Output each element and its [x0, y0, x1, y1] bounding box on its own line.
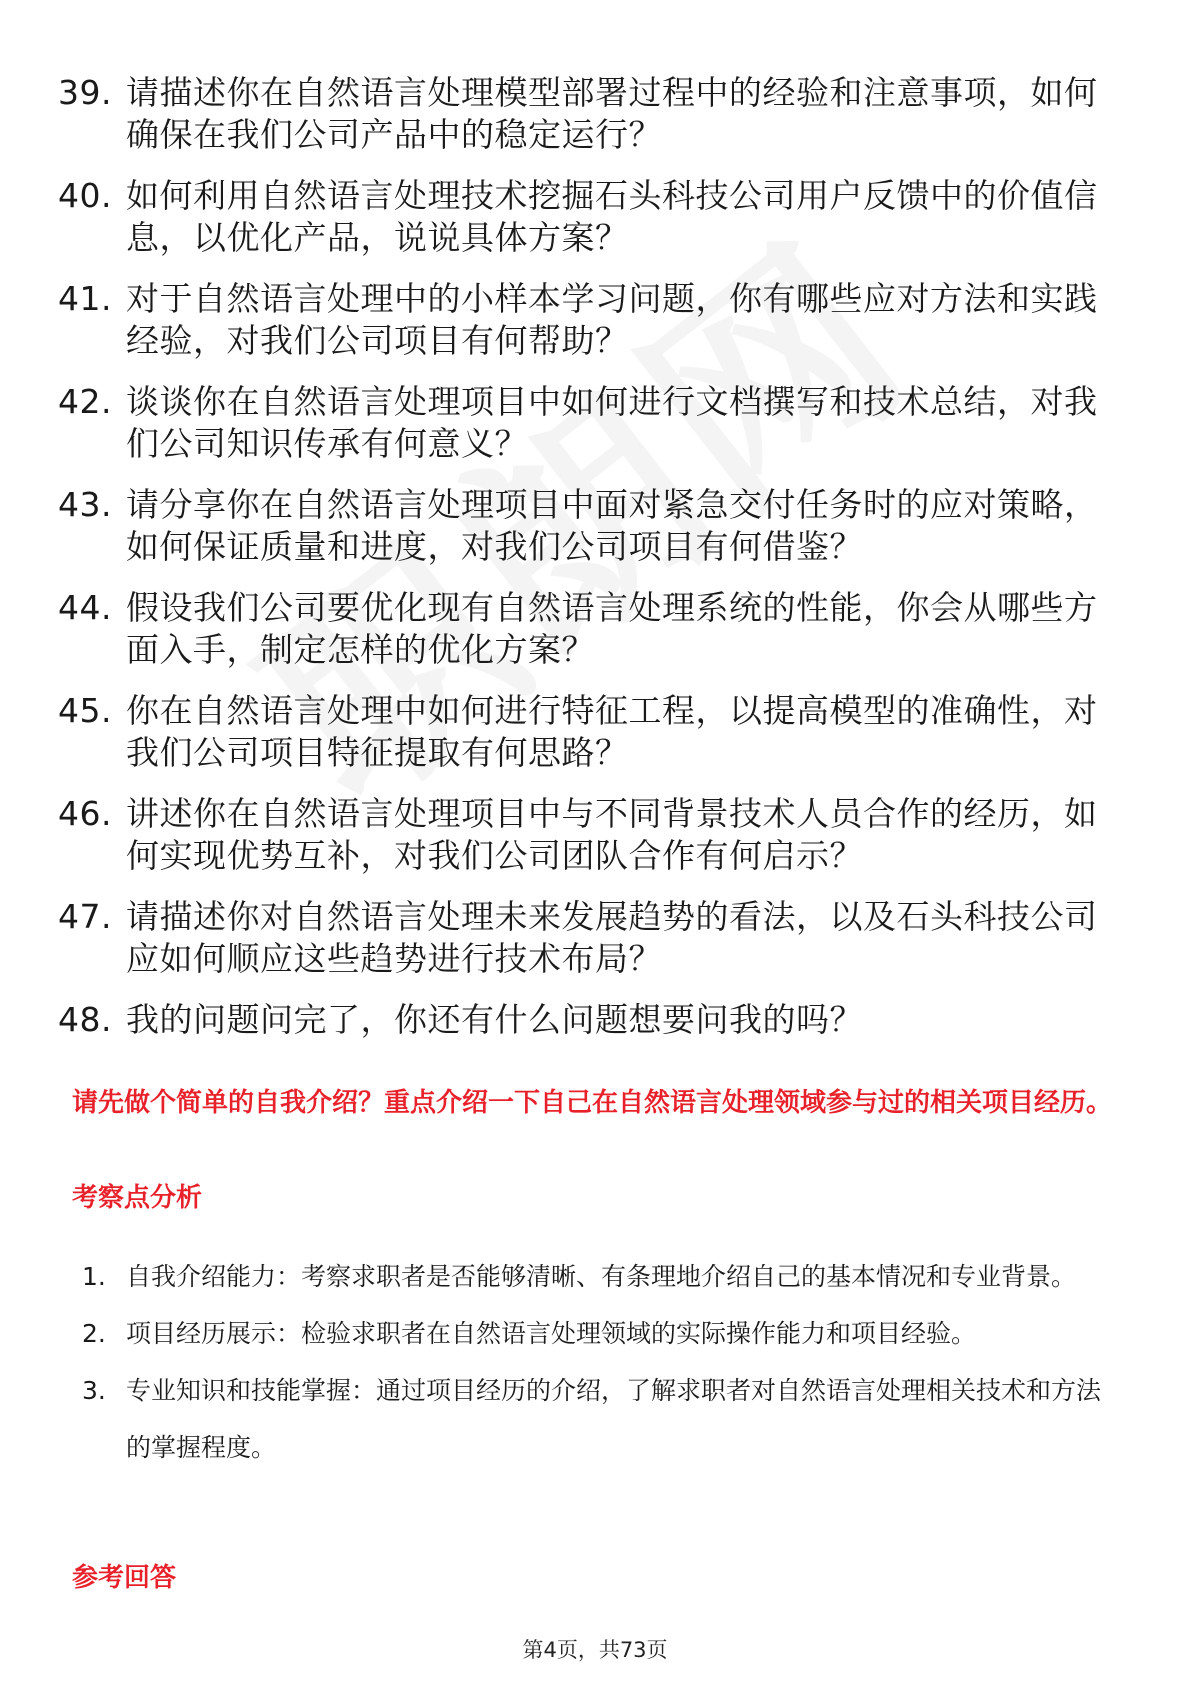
question-item: [58, 896, 1118, 980]
intro-question-heading: 请先做个简单的自我介绍？重点介绍一下自己在自然语言处理领域参与过的相关项目经历。: [72, 1088, 1113, 1118]
analysis-number: 1.: [82, 1262, 106, 1291]
question-item: [58, 999, 1118, 1041]
question-number: 41.: [58, 279, 112, 318]
question-number: 47.: [58, 897, 112, 936]
question-item: [58, 72, 1118, 156]
question-text: 请分享你在自然语言处理项目中面对紧急交付任务时的应对策略，如何保证质量和进度，对我们公司项目有何借鉴？: [126, 485, 1098, 566]
question-item: [58, 175, 1118, 259]
question-number: 44.: [58, 588, 112, 627]
question-number: 42.: [58, 382, 112, 421]
question-number: 39.: [58, 73, 112, 112]
answer-heading: 参考回答: [72, 1563, 177, 1593]
question-item: [58, 690, 1118, 774]
analysis-number: 3.: [82, 1376, 106, 1405]
question-item: [58, 278, 1118, 362]
question-number: 43.: [58, 485, 112, 524]
question-text: 谈谈你在自然语言处理项目中如何进行文档撰写和技术总结，对我们公司知识传承有何意义？: [126, 382, 1098, 463]
question-number: 40.: [58, 176, 112, 215]
page-footer: 第4页，共73页: [522, 1638, 668, 1662]
question-text: 请描述你在自然语言处理模型部署过程中的经验和注意事项，如何确保在我们公司产品中的稳定运行？: [126, 73, 1098, 154]
question-text: 讲述你在自然语言处理项目中与不同背景技术人员合作的经历，如何实现优势互补，对我们公司团队合作有何启示？: [126, 794, 1098, 875]
question-text: 请描述你对自然语言处理未来发展趋势的看法，以及石头科技公司应如何顺应这些趋势进行技术布局？: [126, 897, 1098, 978]
analysis-item: [82, 1248, 1122, 1305]
question-item: [58, 793, 1118, 877]
analysis-item: [82, 1305, 1122, 1362]
question-text: 对于自然语言处理中的小样本学习问题，你有哪些应对方法和实践经验，对我们公司项目有何帮助？: [126, 279, 1098, 360]
question-item: [58, 381, 1118, 465]
analysis-text: 项目经历展示：检验求职者在自然语言处理领域的实际操作能力和项目经验。: [126, 1319, 977, 1348]
question-list: [58, 72, 1118, 1060]
question-item: [58, 484, 1118, 568]
analysis-text: 自我介绍能力：考察求职者是否能够清晰、有条理地介绍自己的基本情况和专业背景。: [126, 1262, 1077, 1291]
question-text: 假设我们公司要优化现有自然语言处理系统的性能，你会从哪些方面入手，制定怎样的优化方案？: [126, 588, 1098, 669]
analysis-list: [82, 1248, 1122, 1476]
question-item: [58, 587, 1118, 671]
analysis-heading: 考察点分析: [72, 1183, 203, 1213]
analysis-item: [82, 1362, 1122, 1476]
question-number: 46.: [58, 794, 112, 833]
analysis-number: 2.: [82, 1319, 106, 1348]
question-number: 48.: [58, 1000, 112, 1039]
question-number: 45.: [58, 691, 112, 730]
question-text: 如何利用自然语言处理技术挖掘石头科技公司用户反馈中的价值信息，以优化产品，说说具体方案？: [126, 176, 1098, 257]
analysis-text: 专业知识和技能掌握：通过项目经历的介绍，了解求职者对自然语言处理相关技术和方法的掌握程度。: [126, 1376, 1102, 1462]
question-text: 你在自然语言处理中如何进行特征工程，以提高模型的准确性，对我们公司项目特征提取有何思路？: [126, 691, 1098, 772]
question-text: 我的问题问完了，你还有什么问题想要问我的吗？: [126, 1000, 863, 1039]
